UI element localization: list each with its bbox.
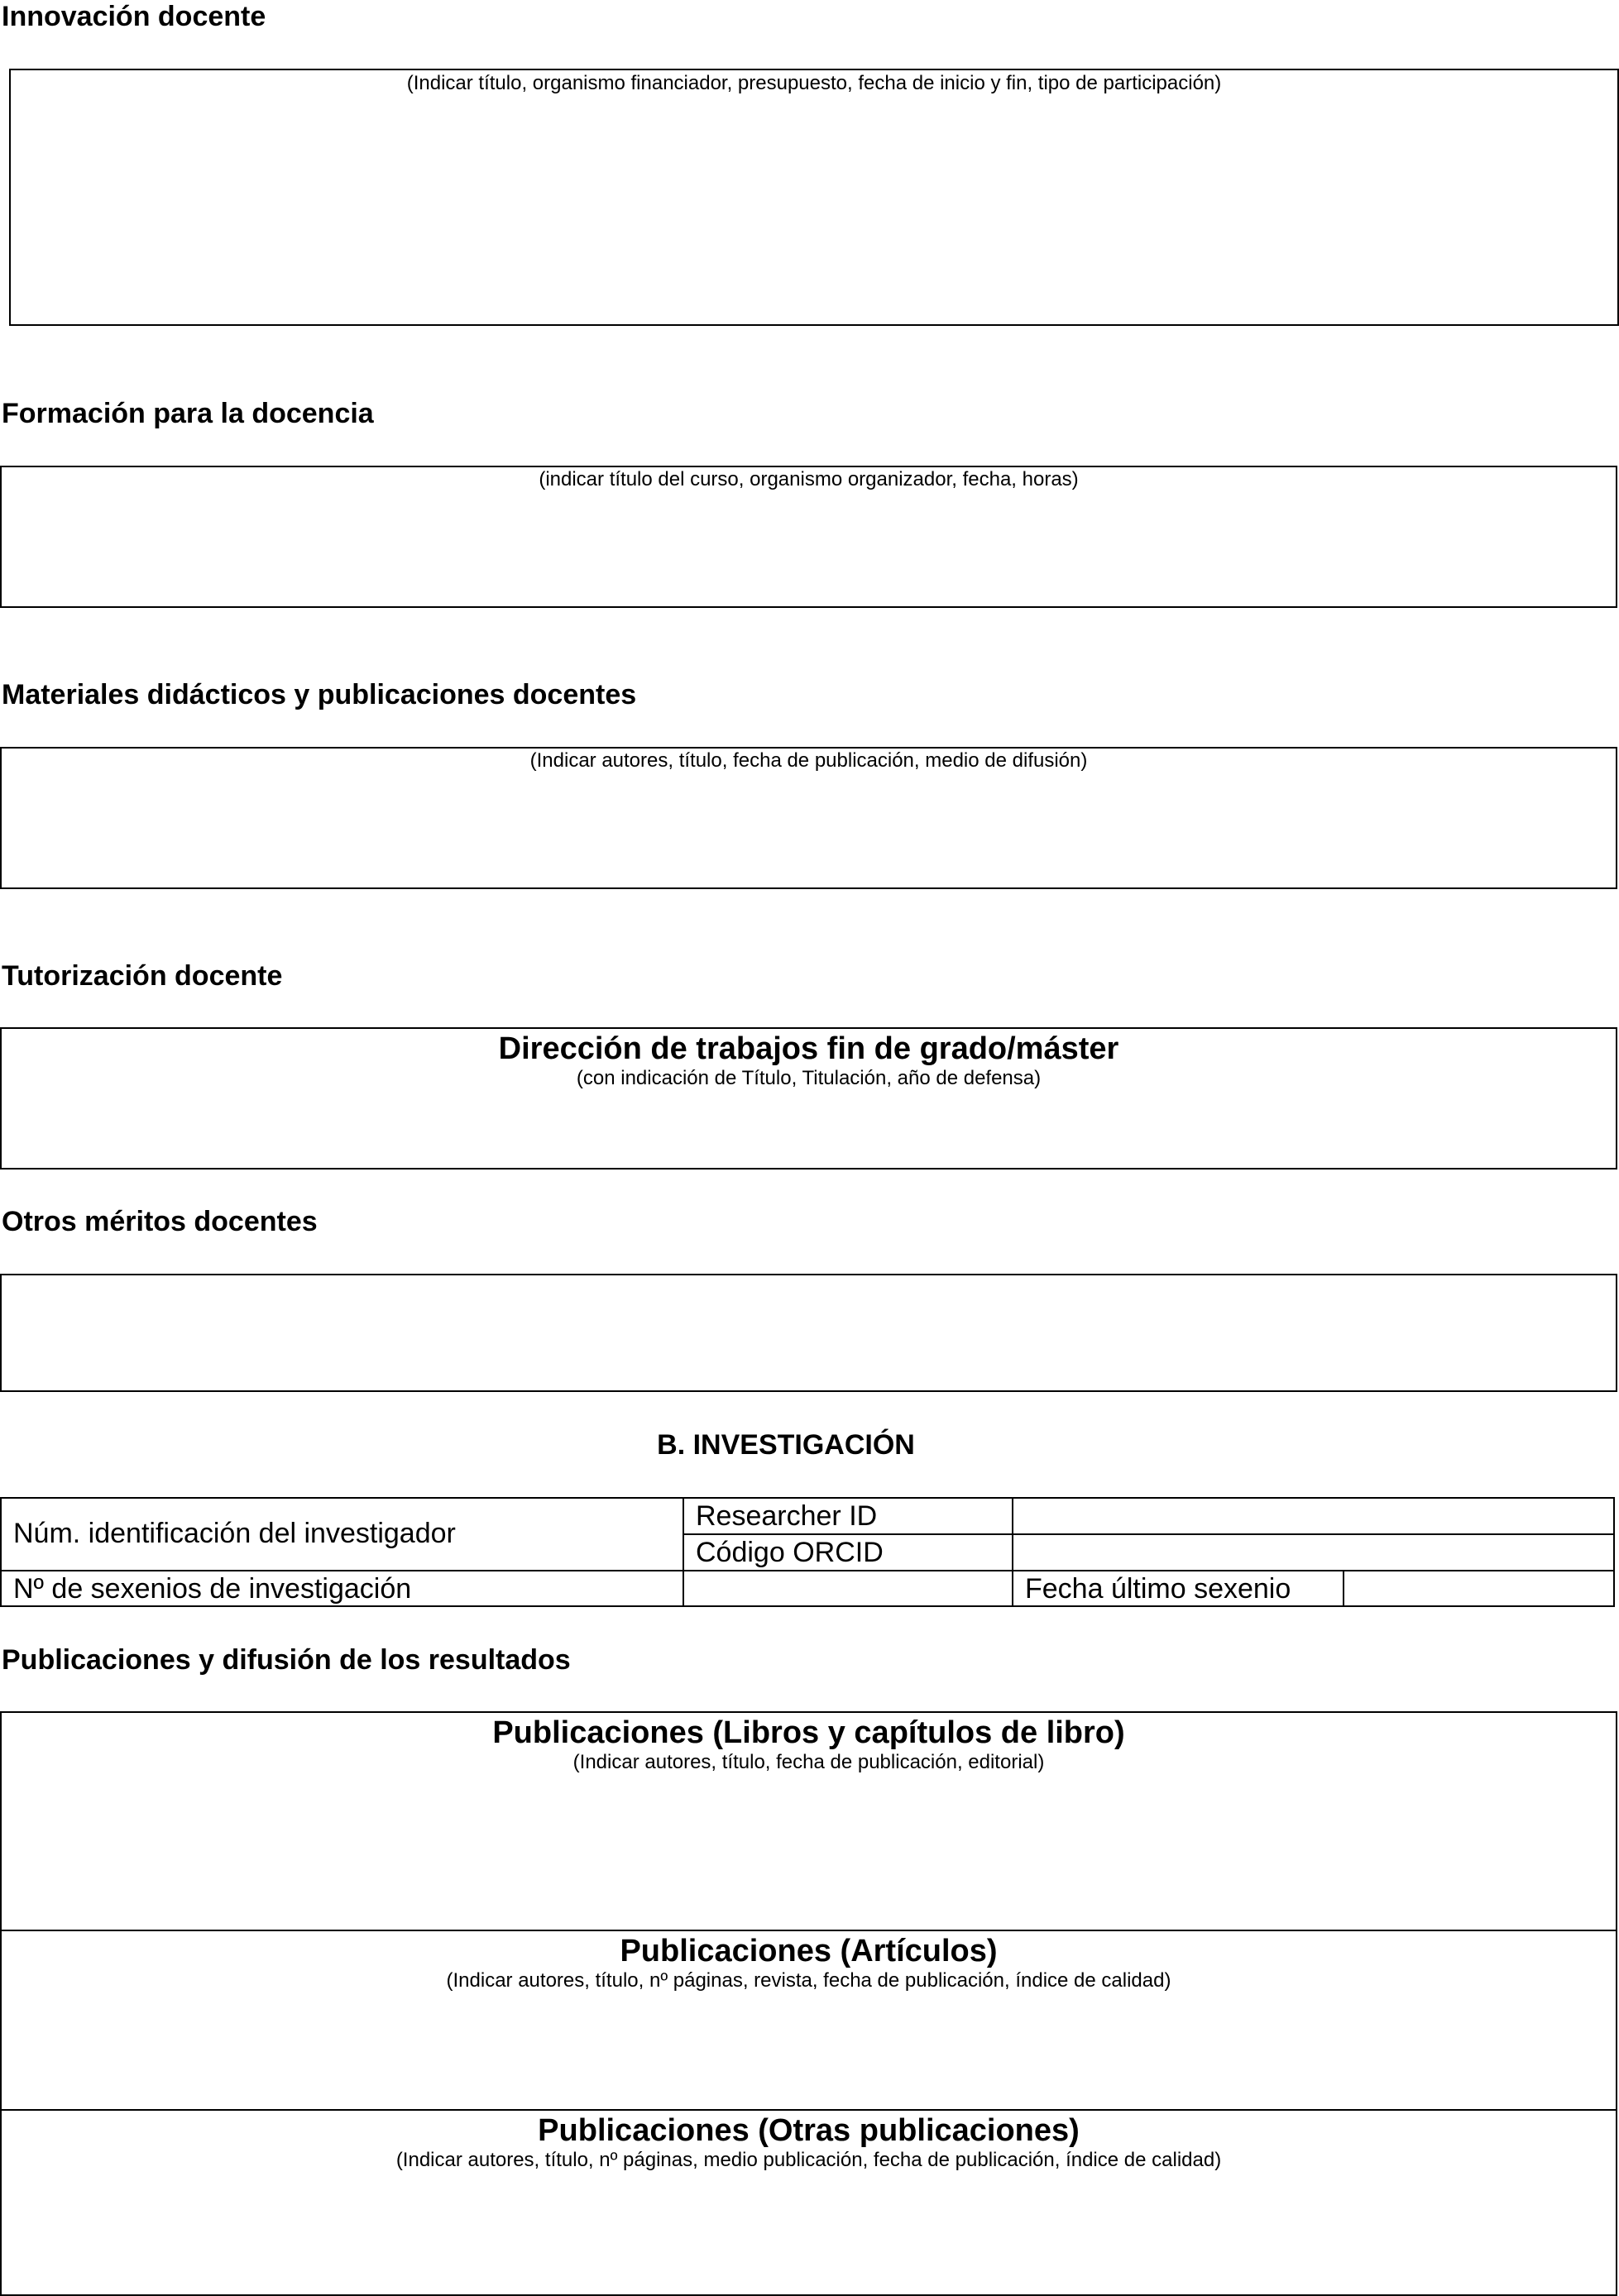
publicaciones-heading: Publicaciones y difusión de los resultados [2, 1644, 571, 1676]
investigator-id-label: Núm. identificación del investigador [13, 1518, 456, 1549]
otras-hint: (Indicar autores, título, nº páginas, medio publicación, fecha de publicación, índice de calidad) [395, 2149, 1222, 2171]
orcid-label-cell [683, 1533, 1013, 1571]
otras-title: Publicaciones (Otras publicaciones) [538, 2113, 1080, 2148]
otras-field[interactable] [2, 2111, 1616, 2294]
tutorizacion-title: Dirección de trabajos fin de grado/máster [498, 1031, 1119, 1066]
researcher-id-label: Researcher ID [696, 1500, 878, 1532]
formacion-field[interactable] [0, 466, 1617, 608]
materiales-field[interactable] [0, 747, 1617, 889]
libros-title: Publicaciones (Libros y capítulos de libro) [492, 1715, 1125, 1750]
materiales-hint: (Indicar autores, título, fecha de publicación, medio de difusión) [529, 749, 1088, 772]
orcid-label: Código ORCID [696, 1537, 884, 1568]
libros-hint: (Indicar autores, título, fecha de publicación, editorial) [572, 1751, 1045, 1773]
articulos-hint: (Indicar autores, título, nº páginas, revista, fecha de publicación, índice de calidad) [446, 1969, 1171, 1992]
innovacion-heading: Innovación docente [2, 1, 266, 32]
materiales-heading: Materiales didácticos y publicaciones docentes [2, 679, 637, 710]
tutorizacion-hint: (con indicación de Título, Titulación, año de defensa) [576, 1067, 1042, 1089]
otros-heading: Otros méritos docentes [2, 1206, 318, 1237]
fecha-sexenio-label-cell [1012, 1570, 1344, 1607]
sexenios-label: Nº de sexenios de investigación [13, 1573, 412, 1605]
articulos-title: Publicaciones (Artículos) [620, 1934, 998, 1968]
tutorizacion-field[interactable] [0, 1027, 1617, 1170]
sexenios-label-cell [0, 1570, 684, 1607]
investigator-id-label-cell [0, 1497, 684, 1571]
publicaciones-box [0, 1711, 1617, 2296]
innovacion-field[interactable] [9, 69, 1619, 326]
formacion-hint: (indicar título del curso, organismo organizador, fecha, horas) [539, 468, 1079, 490]
libros-field[interactable] [2, 1713, 1616, 1930]
researcher-id-label-cell [683, 1497, 1013, 1535]
fecha-sexenio-label: Fecha último sexenio [1025, 1573, 1291, 1605]
otros-field[interactable] [0, 1274, 1617, 1392]
sexenios-input[interactable] [683, 1570, 1013, 1607]
articulos-field[interactable] [2, 1931, 1616, 2109]
researcher-id-input[interactable] [1012, 1497, 1615, 1535]
orcid-input[interactable] [1012, 1533, 1615, 1571]
tutorizacion-heading: Tutorización docente [2, 960, 283, 992]
innovacion-hint: (Indicar título, organismo financiador, presupuesto, fecha de inicio y fin, tipo de participación) [406, 72, 1222, 94]
fecha-sexenio-input[interactable] [1343, 1570, 1615, 1607]
formacion-heading: Formación para la docencia [2, 398, 374, 429]
investigacion-section-title: B. INVESTIGACIÓN [657, 1429, 915, 1461]
